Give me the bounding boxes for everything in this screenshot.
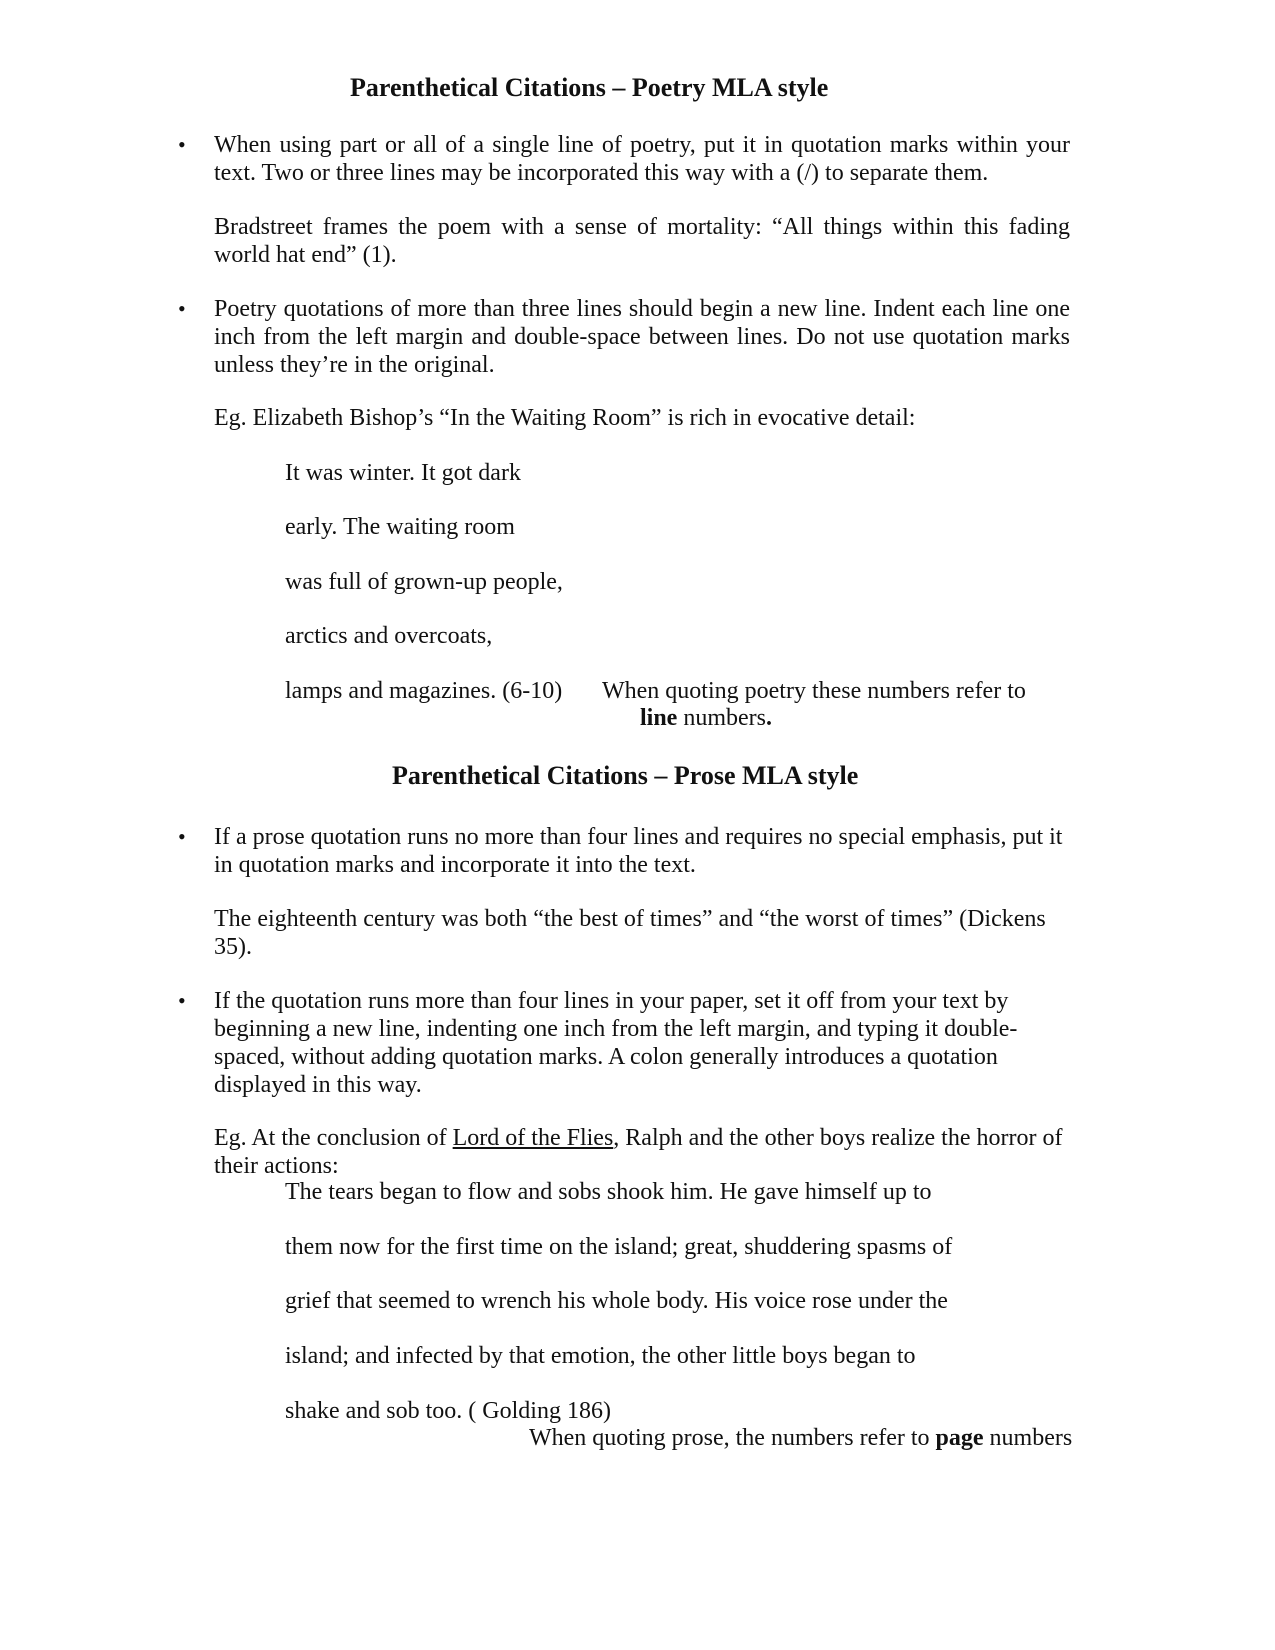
poetry-example-1: Bradstreet frames the poem with a sense of mortality: “All things within this fading world hat end” (1). [214, 214, 1070, 268]
poetry-note-rest: numbers [683, 705, 766, 731]
poetry-note-period: . [766, 705, 772, 731]
prose-note-pre: When quoting prose, the numbers refer to [529, 1425, 930, 1451]
prose-example-2-pre: Eg. At the conclusion of [214, 1125, 447, 1151]
poem-line: early. The waiting room [285, 514, 515, 540]
prose-title: Parenthetical Citations – Prose MLA style [392, 761, 859, 790]
prose-note-bold: page [935, 1425, 984, 1451]
prose-example-2-post: , Ralph and the other boys realize the horror of their actions: [214, 1125, 1063, 1179]
bullet-marker: • [178, 296, 186, 321]
poetry-bullet-1: When using part or all of a single line of poetry, put it in quotation marks within your text. Two or three lines may be incorporated this way with a (/) to separate them. [214, 132, 1070, 186]
prose-note [529, 1424, 1072, 1452]
poem-line: It was winter. It got dark [285, 460, 521, 486]
prose-example-2-intro [214, 1124, 1070, 1180]
prose-quote-line: shake and sob too. ( Golding 186) [285, 1398, 611, 1424]
bullet-marker: • [178, 132, 186, 157]
poem-line: lamps and magazines. (6-10) [285, 678, 563, 704]
poetry-note-bold: line [640, 705, 678, 731]
prose-quote-line: grief that seemed to wrench his whole body. His voice rose under the [285, 1288, 948, 1314]
bullet-marker: • [178, 988, 186, 1013]
poetry-note-continued [640, 704, 772, 732]
prose-quote-line: them now for the first time on the island; great, shuddering spasms of [285, 1234, 953, 1260]
poetry-example-2-intro: Eg. Elizabeth Bishop’s “In the Waiting Room” is rich in evocative detail: [214, 405, 916, 431]
poetry-note: When quoting poetry these numbers refer to [602, 678, 1026, 704]
poetry-title: Parenthetical Citations – Poetry MLA style [350, 73, 829, 102]
book-title: Lord of the Flies [452, 1125, 614, 1151]
poem-line: arctics and overcoats, [285, 623, 493, 649]
prose-quote-line: island; and infected by that emotion, the other little boys began to [285, 1343, 916, 1369]
bullet-marker: • [178, 824, 186, 849]
poetry-bullet-2: Poetry quotations of more than three lines should begin a new line. Indent each line one inch from the left margin and double-space between lines. Do not use quotation marks unless they’re in the original. [214, 296, 1070, 378]
poem-line: was full of grown-up people, [285, 569, 563, 595]
prose-bullet-1: If a prose quotation runs no more than four lines and requires no special emphasis, put it in quotation marks and incorporate it into the text. [214, 824, 1063, 878]
prose-bullet-2: If the quotation runs more than four lines in your paper, set it off from your text by beginning a new line, indenting one inch from the left margin, and typing it double-spaced, without adding quotation marks. A colon generally introduces a quotation displayed in this way. [214, 988, 1018, 1098]
prose-note-post: numbers [989, 1425, 1073, 1451]
prose-example-1: The eighteenth century was both “the best of times” and “the worst of times” (Dickens 35). [214, 906, 1046, 960]
prose-quote-line: The tears began to flow and sobs shook him. He gave himself up to [285, 1179, 932, 1205]
